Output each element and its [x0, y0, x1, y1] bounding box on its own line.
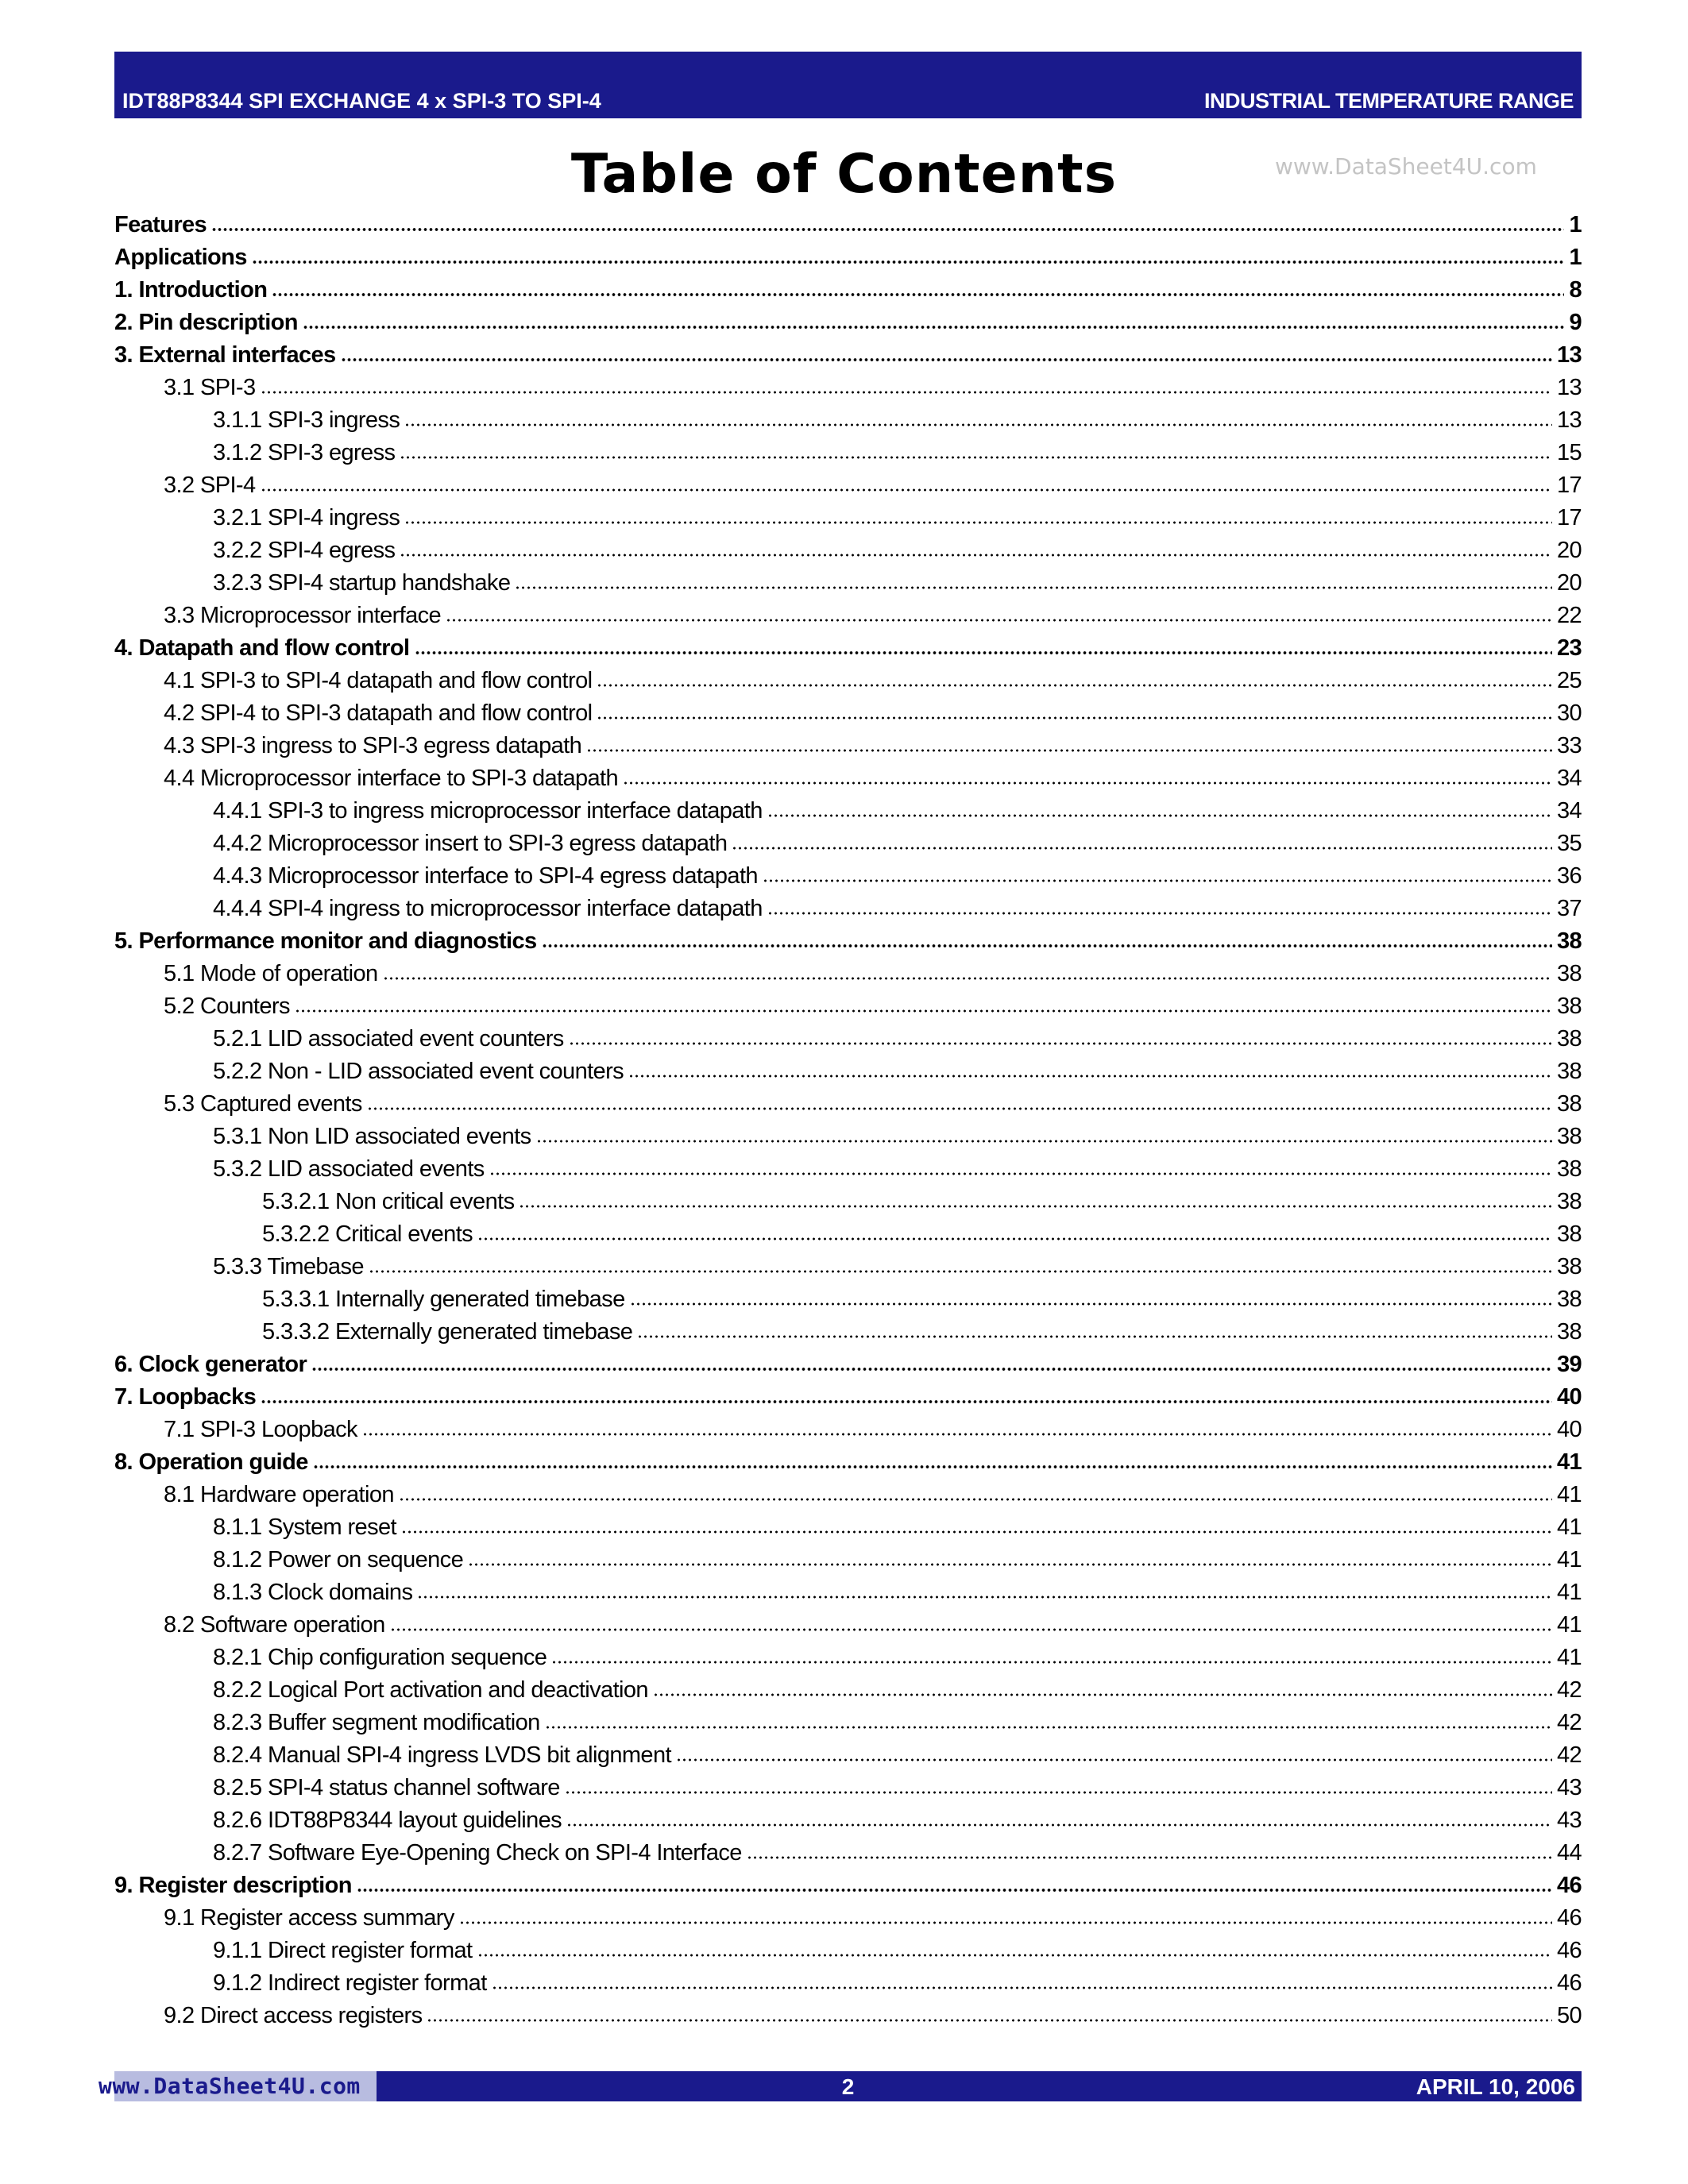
toc-dot-leader	[341, 357, 1552, 362]
toc-dot-leader	[369, 1269, 1552, 1274]
toc-entry-title: 5.3.2 LID associated events	[213, 1156, 485, 1182]
toc-entry[interactable]	[114, 502, 1582, 534]
toc-entry-page: 46	[1556, 1938, 1582, 1963]
toc-entry[interactable]	[114, 534, 1582, 567]
toc-entry[interactable]	[114, 1707, 1582, 1739]
toc-entry-title: 5.3.3.2 Externally generated timebase	[262, 1319, 633, 1345]
toc-entry-page: 23	[1556, 635, 1582, 661]
toc-entry-page: 35	[1556, 831, 1582, 856]
toc-dot-leader	[767, 911, 1552, 916]
toc-entry-title: 5.3.3 Timebase	[213, 1254, 364, 1279]
toc-entry-page: 43	[1556, 1808, 1582, 1833]
toc-entry[interactable]	[114, 1772, 1582, 1804]
toc-entry-page: 20	[1556, 570, 1582, 596]
toc-dot-leader	[362, 1432, 1552, 1437]
toc-dot-leader	[383, 976, 1552, 981]
toc-entry-title: 9.1.2 Indirect register format	[213, 1970, 487, 1996]
toc-entry-title: 3.2.2 SPI-4 egress	[213, 538, 396, 563]
table-of-contents	[114, 209, 1582, 2032]
toc-entry-page: 38	[1556, 1221, 1582, 1247]
toc-dot-leader	[367, 1106, 1552, 1111]
toc-entry-title: 8.2.1 Chip configuration sequence	[213, 1645, 547, 1670]
toc-entry[interactable]	[114, 1609, 1582, 1642]
toc-dot-leader	[536, 1139, 1552, 1144]
toc-entry-page: 40	[1556, 1384, 1582, 1410]
toc-dot-leader	[569, 1041, 1552, 1046]
toc-dot-leader	[477, 1237, 1552, 1241]
toc-entry-page: 37	[1556, 896, 1582, 921]
toc-entry[interactable]	[114, 1935, 1582, 1967]
toc-entry-title: 8.2.5 SPI-4 status channel software	[213, 1775, 560, 1800]
toc-entry-page: 38	[1556, 1026, 1582, 1051]
toc-entry-title: 8.2.3 Buffer segment modification	[213, 1710, 540, 1735]
toc-entry-page: 42	[1556, 1742, 1582, 1768]
toc-entry-title: 5.1 Mode of operation	[164, 961, 378, 986]
toc-entry-page: 38	[1556, 1287, 1582, 1312]
toc-entry-title: Applications	[114, 245, 247, 270]
toc-entry-title: 9. Register description	[114, 1873, 352, 1898]
toc-entry-page: 50	[1556, 2003, 1582, 2028]
toc-entry-page: 17	[1556, 505, 1582, 531]
toc-entry[interactable]	[114, 990, 1582, 1023]
toc-entry-page: 34	[1556, 798, 1582, 824]
toc-dot-leader	[417, 1595, 1552, 1599]
toc-dot-leader	[732, 846, 1552, 851]
toc-dot-leader	[545, 1725, 1552, 1730]
toc-entry[interactable]	[114, 1349, 1582, 1381]
toc-entry[interactable]	[114, 1544, 1582, 1576]
toc-dot-leader	[630, 1302, 1552, 1306]
toc-dot-leader	[623, 781, 1552, 785]
toc-entry-title: 8.1.2 Power on sequence	[213, 1547, 464, 1572]
toc-dot-leader	[565, 1790, 1552, 1795]
toc-entry-page: 9	[1569, 310, 1582, 335]
toc-entry-page: 22	[1556, 603, 1582, 628]
toc-entry[interactable]	[114, 1642, 1582, 1674]
toc-entry-page: 46	[1556, 1905, 1582, 1931]
toc-dot-leader	[515, 585, 1552, 590]
toc-dot-leader	[767, 813, 1552, 818]
toc-entry[interactable]	[114, 893, 1582, 925]
toc-entry[interactable]	[114, 600, 1582, 632]
toc-dot-leader	[400, 455, 1552, 460]
toc-entry[interactable]	[114, 697, 1582, 730]
toc-entry[interactable]	[114, 241, 1582, 274]
toc-entry-title: 4.4.4 SPI-4 ingress to microprocessor interface datapath	[213, 896, 763, 921]
toc-dot-leader	[566, 1823, 1552, 1827]
toc-entry[interactable]	[114, 1153, 1582, 1186]
toc-dot-leader	[653, 1692, 1552, 1697]
toc-entry-page: 40	[1556, 1417, 1582, 1442]
toc-entry[interactable]	[114, 1837, 1582, 1870]
header-bar	[114, 52, 1582, 118]
toc-entry-page: 41	[1556, 1482, 1582, 1507]
toc-entry[interactable]	[114, 730, 1582, 762]
toc-entry-title: 8.2.4 Manual SPI-4 ingress LVDS bit alignment	[213, 1742, 671, 1768]
toc-entry-page: 44	[1556, 1840, 1582, 1866]
toc-entry[interactable]	[114, 469, 1582, 502]
toc-entry-page: 38	[1556, 928, 1582, 954]
publication-date: APRIL 10, 2006	[1416, 2074, 1575, 2099]
toc-dot-leader	[763, 878, 1552, 883]
toc-entry[interactable]	[114, 1088, 1582, 1121]
toc-entry-title: 9.1.1 Direct register format	[213, 1938, 473, 1963]
toc-entry-title: 2. Pin description	[114, 310, 298, 335]
toc-entry-title: 3.1.2 SPI-3 egress	[213, 440, 396, 465]
toc-entry[interactable]	[114, 1576, 1582, 1609]
toc-entry-title: 9.1 Register access summary	[164, 1905, 454, 1931]
toc-entry-title: 5.2 Counters	[164, 994, 290, 1019]
toc-dot-leader	[272, 292, 1564, 297]
toc-dot-leader	[261, 488, 1552, 492]
toc-entry-page: 38	[1556, 961, 1582, 986]
toc-dot-leader	[311, 1367, 1552, 1372]
toc-entry[interactable]	[114, 1739, 1582, 1772]
toc-entry-title: 5.2.2 Non - LID associated event counters	[213, 1059, 624, 1084]
toc-entry-page: 46	[1556, 1873, 1582, 1898]
toc-dot-leader	[390, 1627, 1552, 1632]
toc-entry-title: 9.2 Direct access registers	[164, 2003, 423, 2028]
toc-entry[interactable]	[114, 958, 1582, 990]
toc-entry[interactable]	[114, 1023, 1582, 1055]
toc-entry-title: 4.4.3 Microprocessor interface to SPI-4 egress datapath	[213, 863, 758, 889]
toc-entry-title: 3. External interfaces	[114, 342, 336, 368]
toc-dot-leader	[404, 423, 1552, 427]
toc-entry-page: 13	[1556, 407, 1582, 433]
toc-dot-leader	[404, 520, 1552, 525]
toc-entry-page: 20	[1556, 538, 1582, 563]
toc-entry-title: 5.3 Captured events	[164, 1091, 362, 1117]
toc-entry[interactable]	[114, 828, 1582, 860]
toc-entry[interactable]	[114, 1674, 1582, 1707]
toc-dot-leader	[401, 1530, 1552, 1534]
toc-entry-title: 5.3.2.2 Critical events	[262, 1221, 473, 1247]
toc-entry-page: 43	[1556, 1775, 1582, 1800]
toc-dot-leader	[586, 748, 1552, 753]
toc-dot-leader	[747, 1855, 1552, 1860]
toc-entry-title: 3.1.1 SPI-3 ingress	[213, 407, 400, 433]
toc-entry[interactable]	[114, 1479, 1582, 1511]
toc-entry-page: 42	[1556, 1677, 1582, 1703]
toc-entry[interactable]	[114, 567, 1582, 600]
toc-entry-page: 38	[1556, 1254, 1582, 1279]
toc-entry-title: 4.2 SPI-4 to SPI-3 datapath and flow control	[164, 700, 593, 726]
toc-entry-title: 4.4 Microprocessor interface to SPI-3 datapath	[164, 766, 619, 791]
toc-entry-title: 3.3 Microprocessor interface	[164, 603, 442, 628]
toc-entry[interactable]	[114, 762, 1582, 795]
toc-entry-page: 34	[1556, 766, 1582, 791]
toc-entry-page: 46	[1556, 1970, 1582, 1996]
toc-entry[interactable]	[114, 1316, 1582, 1349]
toc-entry[interactable]	[114, 1967, 1582, 2000]
toc-entry[interactable]	[114, 2000, 1582, 2032]
toc-dot-leader	[597, 716, 1551, 720]
toc-entry-title: 3.2.3 SPI-4 startup handshake	[213, 570, 511, 596]
toc-dot-leader	[597, 683, 1551, 688]
toc-entry-title: 8.2.2 Logical Port activation and deactivation	[213, 1677, 648, 1703]
toc-entry-page: 42	[1556, 1710, 1582, 1735]
toc-entry-title: 8. Operation guide	[114, 1449, 308, 1475]
toc-entry-title: 8.1 Hardware operation	[164, 1482, 394, 1507]
toc-entry-page: 30	[1556, 700, 1582, 726]
toc-entry-title: 8.1.3 Clock domains	[213, 1580, 413, 1605]
toc-entry-title: Features	[114, 212, 207, 237]
toc-entry[interactable]	[114, 274, 1582, 307]
toc-entry[interactable]	[114, 795, 1582, 828]
toc-entry-title: 8.2.6 IDT88P8344 layout guidelines	[213, 1808, 562, 1833]
toc-entry-title: 5. Performance monitor and diagnostics	[114, 928, 537, 954]
toc-entry-page: 8	[1569, 277, 1582, 303]
toc-entry[interactable]	[114, 1251, 1582, 1283]
toc-entry-page: 38	[1556, 1124, 1582, 1149]
toc-entry-title: 3.1 SPI-3	[164, 375, 256, 400]
page-number: 2	[841, 2074, 855, 2099]
toc-dot-leader	[459, 1920, 1552, 1925]
toc-entry[interactable]	[114, 307, 1582, 339]
toc-entry[interactable]	[114, 1218, 1582, 1251]
toc-dot-leader	[252, 260, 1565, 264]
toc-dot-leader	[477, 1953, 1552, 1958]
toc-dot-leader	[211, 227, 1564, 232]
toc-entry-title: 5.3.3.1 Internally generated timebase	[262, 1287, 625, 1312]
toc-entry-title: 7.1 SPI-3 Loopback	[164, 1417, 357, 1442]
toc-dot-leader	[446, 618, 1552, 623]
toc-entry-page: 38	[1556, 1059, 1582, 1084]
toc-entry-page: 38	[1556, 1091, 1582, 1117]
toc-entry-page: 41	[1556, 1612, 1582, 1638]
toc-entry-title: 5.3.2.1 Non critical events	[262, 1189, 515, 1214]
toc-entry-title: 4.4.2 Microprocessor insert to SPI-3 egress datapath	[213, 831, 728, 856]
toc-entry-page: 15	[1556, 440, 1582, 465]
toc-dot-leader	[427, 2018, 1551, 2023]
toc-dot-leader	[551, 1660, 1552, 1665]
toc-entry-title: 8.2.7 Software Eye-Opening Check on SPI-4 Interface	[213, 1840, 742, 1866]
toc-entry[interactable]	[114, 925, 1582, 958]
toc-entry-title: 4.1 SPI-3 to SPI-4 datapath and flow control	[164, 668, 593, 693]
toc-entry-title: 1. Introduction	[114, 277, 268, 303]
toc-dot-leader	[637, 1334, 1552, 1339]
toc-dot-leader	[492, 1985, 1552, 1990]
toc-entry[interactable]	[114, 339, 1582, 372]
toc-dot-leader	[303, 325, 1565, 330]
toc-entry-page: 38	[1556, 1189, 1582, 1214]
toc-entry-page: 38	[1556, 1319, 1582, 1345]
toc-dot-leader	[628, 1074, 1552, 1078]
toc-entry[interactable]	[114, 1804, 1582, 1837]
toc-entry-page: 41	[1556, 1580, 1582, 1605]
temperature-range-label: INDUSTRIAL TEMPERATURE RANGE	[1203, 89, 1574, 113]
toc-entry-title: 5.3.1 Non LID associated events	[213, 1124, 531, 1149]
toc-entry-title: 3.2 SPI-4	[164, 473, 256, 498]
toc-entry[interactable]	[114, 1283, 1582, 1316]
toc-entry[interactable]	[114, 1511, 1582, 1544]
toc-entry[interactable]	[114, 1870, 1582, 1902]
toc-dot-leader	[676, 1758, 1552, 1762]
toc-dot-leader	[261, 390, 1552, 395]
toc-dot-leader	[489, 1171, 1552, 1176]
toc-entry-title: 4.4.1 SPI-3 to ingress microprocessor interface datapath	[213, 798, 763, 824]
toc-entry-page: 41	[1556, 1547, 1582, 1572]
toc-entry-page: 41	[1556, 1449, 1582, 1475]
toc-entry[interactable]	[114, 437, 1582, 469]
toc-entry[interactable]	[114, 1055, 1582, 1088]
toc-entry-page: 38	[1556, 994, 1582, 1019]
toc-entry[interactable]	[114, 404, 1582, 437]
toc-entry-page: 33	[1556, 733, 1582, 758]
toc-entry-page: 17	[1556, 473, 1582, 498]
toc-entry-title: 7. Loopbacks	[114, 1384, 257, 1410]
toc-entry-title: 6. Clock generator	[114, 1352, 307, 1377]
toc-dot-leader	[295, 1009, 1552, 1013]
toc-entry-title: 4. Datapath and flow control	[114, 635, 410, 661]
toc-entry-title: 5.2.1 LID associated event counters	[213, 1026, 564, 1051]
toc-entry[interactable]	[114, 1902, 1582, 1935]
toc-entry-page: 39	[1556, 1352, 1582, 1377]
toc-dot-leader	[357, 1888, 1552, 1893]
toc-dot-leader	[542, 943, 1552, 948]
toc-entry[interactable]	[114, 1446, 1582, 1479]
toc-entry-title: 8.2 Software operation	[164, 1612, 385, 1638]
document-title: IDT88P8344 SPI EXCHANGE 4 x SPI-3 TO SPI-4	[122, 89, 601, 113]
toc-entry[interactable]	[114, 1414, 1582, 1446]
toc-entry[interactable]	[114, 209, 1582, 241]
toc-entry-page: 41	[1556, 1645, 1582, 1670]
toc-entry-page: 36	[1556, 863, 1582, 889]
toc-entry[interactable]	[114, 632, 1582, 665]
toc-dot-leader	[313, 1464, 1552, 1469]
toc-entry[interactable]	[114, 665, 1582, 697]
toc-dot-leader	[468, 1562, 1552, 1567]
toc-entry-page: 13	[1556, 375, 1582, 400]
toc-entry-page: 38	[1556, 1156, 1582, 1182]
toc-entry[interactable]	[114, 1186, 1582, 1218]
toc-dot-leader	[415, 650, 1552, 655]
toc-dot-leader	[399, 1497, 1552, 1502]
toc-entry[interactable]	[114, 1121, 1582, 1153]
toc-entry[interactable]	[114, 372, 1582, 404]
toc-dot-leader	[400, 553, 1552, 558]
toc-entry-page: 1	[1569, 245, 1582, 270]
toc-entry-title: 3.2.1 SPI-4 ingress	[213, 505, 400, 531]
toc-entry-page: 1	[1569, 212, 1582, 237]
toc-dot-leader	[261, 1399, 1552, 1404]
toc-entry[interactable]	[114, 860, 1582, 893]
footer-watermark: www.DataSheet4U.com	[98, 2073, 361, 2099]
toc-entry-title: 4.3 SPI-3 ingress to SPI-3 egress datapath	[164, 733, 582, 758]
toc-dot-leader	[519, 1204, 1551, 1209]
toc-entry-title: 8.1.1 System reset	[213, 1515, 396, 1540]
toc-entry-page: 25	[1556, 668, 1582, 693]
toc-entry[interactable]	[114, 1381, 1582, 1414]
top-watermark: www.DataSheet4U.com	[1275, 153, 1537, 179]
toc-entry-page: 41	[1556, 1515, 1582, 1540]
page-title: Table of Contents	[570, 143, 1118, 206]
toc-entry-page: 13	[1556, 342, 1582, 368]
